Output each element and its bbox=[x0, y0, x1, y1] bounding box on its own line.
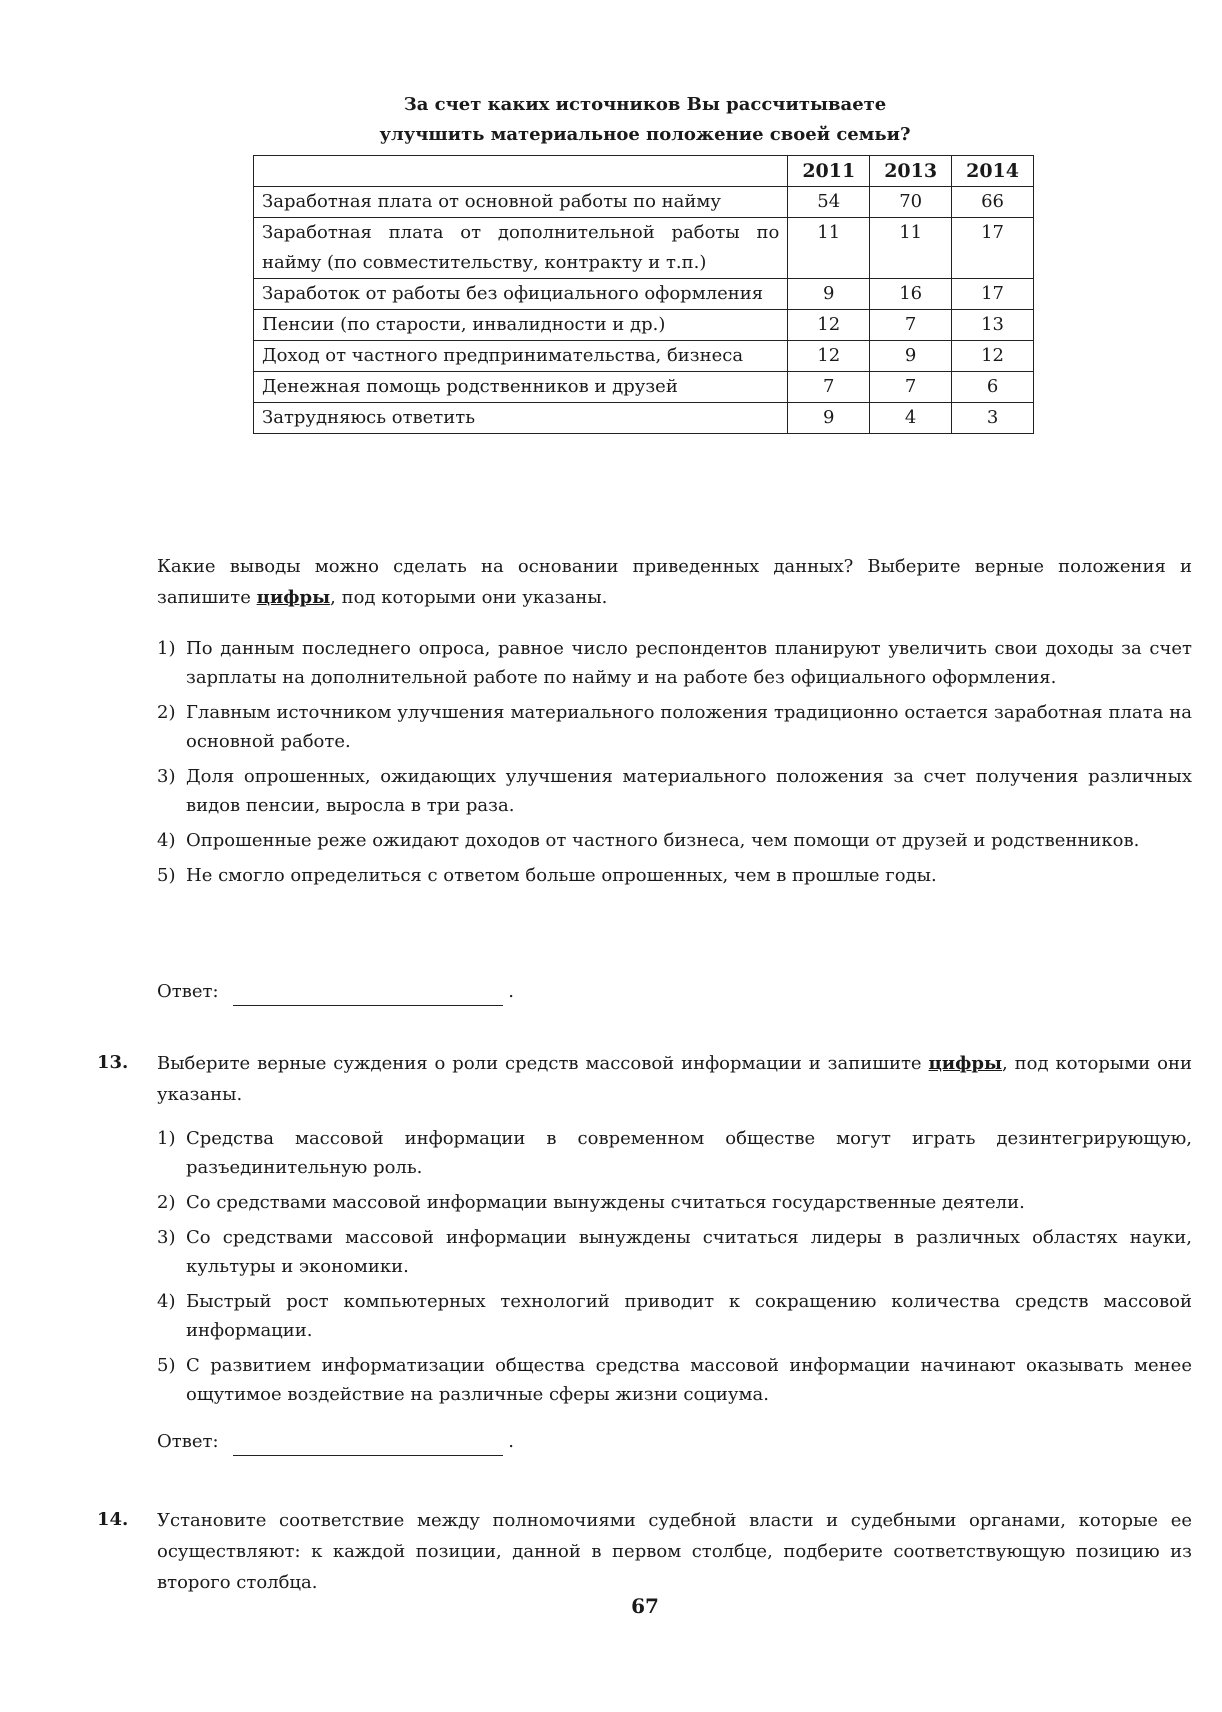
q13-number: 13. bbox=[97, 1052, 129, 1073]
table-row bbox=[254, 310, 1034, 341]
table-row bbox=[254, 341, 1034, 372]
cell-2013: 11 bbox=[870, 218, 952, 279]
cell-2011: 12 bbox=[788, 310, 870, 341]
q13-text-emphasis: цифры bbox=[928, 1053, 1003, 1074]
option-number: 5) bbox=[157, 865, 176, 886]
cell-2014: 6 bbox=[952, 372, 1034, 403]
cell-2014: 3 bbox=[952, 403, 1034, 434]
option-text: С развитием информатизации общества средства массовой информации начинают оказывать менее ощутимое воздействие на различные сферы жизни социума. bbox=[186, 1355, 1192, 1405]
table-row bbox=[254, 187, 1034, 218]
option-number: 3) bbox=[157, 766, 176, 787]
row-label: Денежная помощь родственников и друзей bbox=[254, 372, 788, 403]
cell-2011: 7 bbox=[788, 372, 870, 403]
option-number: 4) bbox=[157, 830, 176, 851]
year-header: 2014 bbox=[952, 156, 1034, 187]
year-header: 2013 bbox=[870, 156, 952, 187]
cell-2011: 11 bbox=[788, 218, 870, 279]
row-label: Доход от частного предпринимательства, бизнеса bbox=[254, 341, 788, 372]
table-row bbox=[254, 279, 1034, 310]
cell-2014: 13 bbox=[952, 310, 1034, 341]
answer-end: . bbox=[508, 981, 514, 1002]
q12-intro-emphasis: цифры bbox=[256, 587, 331, 608]
cell-2011: 9 bbox=[788, 279, 870, 310]
q12-intro-text: Какие выводы можно сделать на основании приведенных данных? Выберите верные положения и запишите bbox=[157, 556, 1192, 608]
answer-end: . bbox=[508, 1431, 514, 1452]
option-number: 2) bbox=[157, 1192, 176, 1213]
option-text: Средства массовой информации в современном обществе могут играть дезинтегрирующую, разъединительную роль. bbox=[186, 1128, 1192, 1178]
option-text: По данным последнего опроса, равное число респондентов планируют увеличить свои доходы за счет зарплаты на дополнительной работе по найму и на работе без официального оформления. bbox=[186, 638, 1192, 688]
q12-intro-text-end: , под которыми они указаны. bbox=[330, 587, 608, 608]
list-item bbox=[157, 826, 1192, 855]
table-title bbox=[0, 90, 1222, 150]
row-label: Пенсии (по старости, инвалидности и др.) bbox=[254, 310, 788, 341]
row-label: Заработок от работы без официального оформления bbox=[254, 279, 788, 310]
answer-label: Ответ: bbox=[157, 981, 219, 1002]
page-number: 67 bbox=[631, 1594, 659, 1618]
answer-label: Ответ: bbox=[157, 1431, 219, 1452]
cell-2013: 7 bbox=[870, 310, 952, 341]
option-number: 5) bbox=[157, 1355, 176, 1376]
cell-2014: 17 bbox=[952, 279, 1034, 310]
q14-text: Установите соответствие между полномочиями судебной власти и судебными органами, которые ее осуществляют: к каждой позиции, данной в первом столбце, подберите соответствующую позицию из второго столбца. bbox=[157, 1510, 1192, 1593]
q13-answer bbox=[157, 1428, 514, 1456]
list-item bbox=[157, 1287, 1192, 1345]
table-row bbox=[254, 372, 1034, 403]
survey-table bbox=[253, 155, 1034, 434]
q12-intro bbox=[157, 551, 1192, 613]
option-number: 3) bbox=[157, 1227, 176, 1248]
q12-answer bbox=[157, 978, 514, 1006]
cell-2011: 12 bbox=[788, 341, 870, 372]
option-text: Не смогло определиться с ответом больше опрошенных, чем в прошлые годы. bbox=[186, 865, 937, 886]
q14-number: 14. bbox=[97, 1509, 129, 1530]
list-item bbox=[157, 762, 1192, 820]
q13-options bbox=[157, 1124, 1192, 1415]
option-text: Быстрый рост компьютерных технологий приводит к сокращению количества средств массовой информации. bbox=[186, 1291, 1192, 1341]
cell-2013: 7 bbox=[870, 372, 952, 403]
table-title-line-2: улучшить материальное положение своей семьи? bbox=[379, 124, 911, 145]
table-header-blank bbox=[254, 156, 788, 187]
list-item bbox=[157, 634, 1192, 692]
cell-2014: 12 bbox=[952, 341, 1034, 372]
cell-2013: 70 bbox=[870, 187, 952, 218]
list-item bbox=[157, 1124, 1192, 1182]
list-item bbox=[157, 698, 1192, 756]
row-label: Заработная плата от дополнительной работы по найму (по совместительству, контракту и т.п.) bbox=[254, 218, 788, 279]
list-item bbox=[157, 1351, 1192, 1409]
list-item bbox=[157, 1188, 1192, 1217]
table-title-line-1: За счет каких источников Вы рассчитываете bbox=[403, 94, 887, 115]
cell-2013: 4 bbox=[870, 403, 952, 434]
option-text: Опрошенные реже ожидают доходов от частного бизнеса, чем помощи от друзей и родственников. bbox=[186, 830, 1140, 851]
option-number: 1) bbox=[157, 1128, 176, 1149]
table-header-row bbox=[254, 156, 1034, 187]
cell-2011: 54 bbox=[788, 187, 870, 218]
option-text: Со средствами массовой информации вынуждены считаться государственные деятели. bbox=[186, 1192, 1025, 1213]
table-row bbox=[254, 403, 1034, 434]
option-number: 4) bbox=[157, 1291, 176, 1312]
q13-text-start: Выберите верные суждения о роли средств массовой информации и запишите bbox=[157, 1053, 929, 1074]
option-text: Главным источником улучшения материального положения традиционно остается заработная плата на основной работе. bbox=[186, 702, 1192, 752]
cell-2013: 9 bbox=[870, 341, 952, 372]
option-text: Доля опрошенных, ожидающих улучшения материального положения за счет получения различных видов пенсии, выросла в три раза. bbox=[186, 766, 1192, 816]
row-label: Заработная плата от основной работы по найму bbox=[254, 187, 788, 218]
list-item bbox=[157, 1223, 1192, 1281]
option-text: Со средствами массовой информации вынуждены считаться лидеры в различных областях науки, культуры и экономики. bbox=[186, 1227, 1192, 1277]
cell-2014: 17 bbox=[952, 218, 1034, 279]
cell-2011: 9 bbox=[788, 403, 870, 434]
cell-2014: 66 bbox=[952, 187, 1034, 218]
option-number: 2) bbox=[157, 702, 176, 723]
row-label: Затрудняюсь ответить bbox=[254, 403, 788, 434]
answer-field[interactable] bbox=[233, 1437, 503, 1456]
answer-field[interactable] bbox=[233, 987, 503, 1006]
option-number: 1) bbox=[157, 638, 176, 659]
q12-options bbox=[157, 634, 1192, 896]
cell-2013: 16 bbox=[870, 279, 952, 310]
year-header: 2011 bbox=[788, 156, 870, 187]
list-item bbox=[157, 861, 1192, 890]
q13-text bbox=[157, 1048, 1192, 1110]
table-row bbox=[254, 218, 1034, 279]
q13-text-end: , под которыми они указаны. bbox=[157, 1053, 1192, 1105]
